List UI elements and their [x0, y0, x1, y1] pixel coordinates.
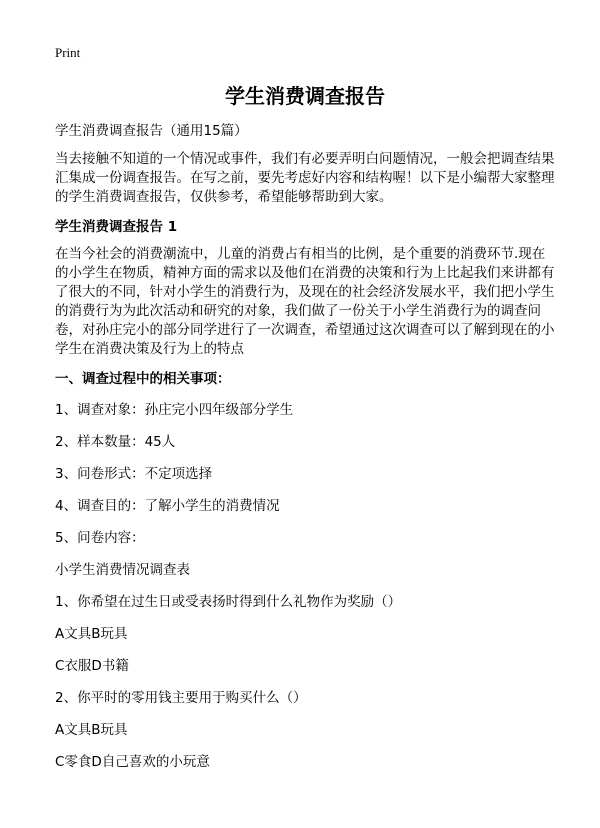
question: 1、你希望在过生日或受表扬时得到什么礼物作为奖励（）	[55, 594, 402, 610]
list-item: 3、问卷形式：不定项选择	[55, 466, 213, 482]
part-heading: 一、调查过程中的相关事项：	[55, 371, 231, 387]
list-item: 1、调查对象：孙庄完小四年级部分学生	[55, 402, 294, 418]
list-item: 5、问卷内容：	[55, 530, 145, 546]
subtitle: 学生消费调查报告（通用15篇）	[55, 123, 248, 139]
question-options: C衣服D书籍	[55, 658, 129, 674]
section-heading: 学生消费调查报告 1	[55, 219, 178, 235]
section-body: 在当今社会的消费潮流中，儿童的消费占有相当的比例，是个重要的消费环节.现在的小学生在物质，精神方面的需求以及他们在消费的决策和行为上比起我们来讲都有了很大的不同，针对小学生的消费行为，及现在的社会经济发展水平，我们把小学生的消费行为为此次活动和研究的对象，我们做了一份关于小学生消费行为的调查问卷，对孙庄完小的部分同学进行了一次调查，希望通过这次调查可以了解到现在的小学生在消费决策及行为上的特点	[55, 246, 555, 357]
question-options: A文具B玩具	[55, 626, 128, 642]
question-options: A文具B玩具	[55, 722, 128, 738]
question-options: C零食D自己喜欢的小玩意	[55, 754, 210, 770]
survey-title: 小学生消费情况调查表	[55, 562, 190, 578]
question: 2、你平时的零用钱主要用于购买什么（）	[55, 690, 307, 706]
print-link[interactable]: Print	[55, 45, 81, 60]
page-title: 学生消费调查报告	[225, 84, 385, 108]
list-item: 4、调查目的：了解小学生的消费情况	[55, 498, 280, 514]
intro-paragraph: 当去接触不知道的一个情况或事件，我们有必要弄明白问题情况，一般会把调查结果汇集成一份调查报告。在写之前，要先考虑好内容和结构喔！以下是小编帮大家整理的学生消费调查报告，仅供参考，希望能够帮助到大家。	[55, 151, 555, 205]
list-item: 2、样本数量：45人	[55, 434, 176, 450]
